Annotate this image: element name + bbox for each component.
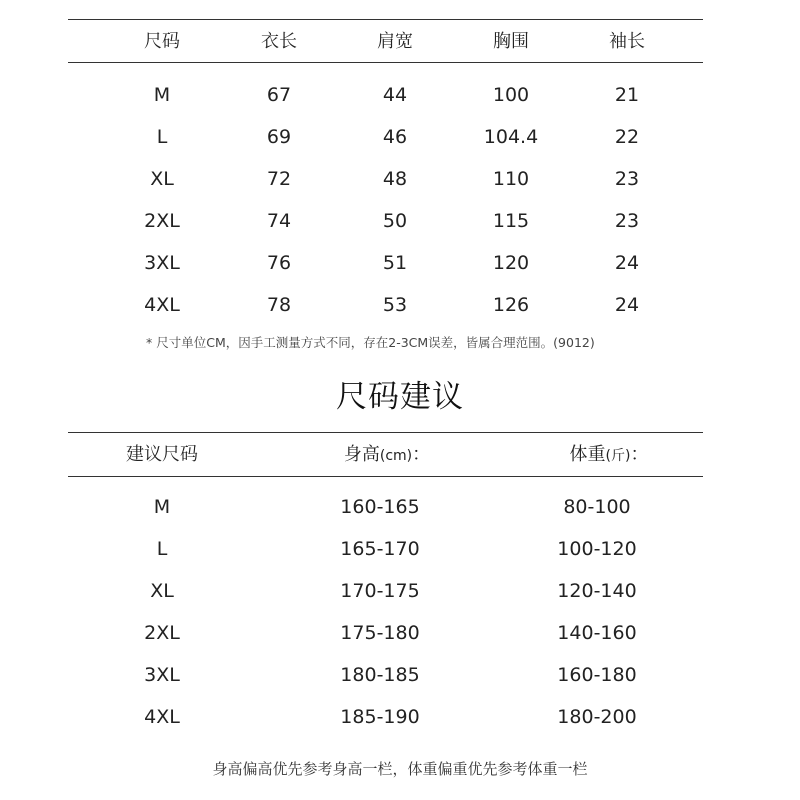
chest-cell: 126 xyxy=(492,294,530,316)
shoulder-cell: 51 xyxy=(382,252,408,274)
weight-range-cell: 80-100 xyxy=(563,496,631,518)
suggest-header-size: 建议尺码 xyxy=(126,444,198,465)
suggestion-footer-note: 身高偏高优先参考身高一栏，体重偏重优先参考体重一栏 xyxy=(212,760,588,778)
size-cell: XL xyxy=(150,168,174,190)
sleeve-cell: 22 xyxy=(614,126,640,148)
weight-unit: (斤) xyxy=(605,448,631,464)
weight-range-cell: 160-180 xyxy=(557,664,637,686)
suggest-header-weight xyxy=(570,446,649,464)
sleeve-cell: 23 xyxy=(614,210,640,232)
size-cell: 2XL xyxy=(144,210,180,232)
suggest-size-cell: 4XL xyxy=(144,706,180,728)
suggest-size-cell: 2XL xyxy=(144,622,180,644)
size-cell: 4XL xyxy=(144,294,180,316)
size-header-shoulder: 肩宽 xyxy=(377,31,413,52)
weight-range-cell: 140-160 xyxy=(557,622,637,644)
shoulder-cell: 48 xyxy=(382,168,408,190)
chest-cell: 115 xyxy=(492,210,530,232)
suggest-size-cell: XL xyxy=(150,580,174,602)
height-unit: (cm) xyxy=(379,448,413,464)
suggestion-title: 尺码建议 xyxy=(336,379,464,415)
suggest-header-height xyxy=(344,446,430,464)
weight-range-cell: 100-120 xyxy=(557,538,637,560)
height-label: 身高 xyxy=(343,444,380,465)
length-cell: 72 xyxy=(266,168,292,190)
height-range-cell: 175-180 xyxy=(340,622,420,644)
suggest-table-top-rule xyxy=(68,432,703,433)
sleeve-cell: 24 xyxy=(614,294,640,316)
size-cell: M xyxy=(153,84,171,106)
height-range-cell: 170-175 xyxy=(340,580,420,602)
size-header-sleeve: 袖长 xyxy=(609,31,645,52)
shoulder-cell: 53 xyxy=(382,294,408,316)
height-range-cell: 160-165 xyxy=(340,496,420,518)
chest-cell: 110 xyxy=(492,168,530,190)
suggest-table-header-rule xyxy=(68,476,703,477)
length-cell: 76 xyxy=(266,252,292,274)
sleeve-cell: 23 xyxy=(614,168,640,190)
weight-colon: ： xyxy=(630,444,649,465)
size-cell: 3XL xyxy=(144,252,180,274)
height-range-cell: 165-170 xyxy=(340,538,420,560)
suggest-size-cell: 3XL xyxy=(144,664,180,686)
length-cell: 69 xyxy=(266,126,292,148)
length-cell: 74 xyxy=(266,210,292,232)
measurement-note: * 尺寸单位CM，因手工测量方式不同，存在2-3CM误差，皆属合理范围。(9012) xyxy=(146,335,595,350)
size-table-header-rule xyxy=(68,62,703,63)
size-header-chest: 胸围 xyxy=(493,31,529,52)
weight-label: 体重 xyxy=(569,444,606,465)
size-header-length: 衣长 xyxy=(261,31,297,52)
sleeve-cell: 21 xyxy=(614,84,640,106)
shoulder-cell: 50 xyxy=(382,210,408,232)
suggest-size-cell: L xyxy=(156,538,168,560)
size-table-top-rule xyxy=(68,19,703,20)
height-range-cell: 180-185 xyxy=(340,664,420,686)
suggest-size-cell: M xyxy=(153,496,171,518)
length-cell: 67 xyxy=(266,84,292,106)
size-header-size: 尺码 xyxy=(144,31,180,52)
height-colon: ： xyxy=(412,444,431,465)
sleeve-cell: 24 xyxy=(614,252,640,274)
size-cell: L xyxy=(156,126,168,148)
height-range-cell: 185-190 xyxy=(340,706,420,728)
weight-range-cell: 180-200 xyxy=(557,706,637,728)
weight-range-cell: 120-140 xyxy=(557,580,637,602)
shoulder-cell: 46 xyxy=(382,126,408,148)
chest-cell: 104.4 xyxy=(483,126,539,148)
chest-cell: 120 xyxy=(492,252,530,274)
chest-cell: 100 xyxy=(492,84,530,106)
shoulder-cell: 44 xyxy=(382,84,408,106)
length-cell: 78 xyxy=(266,294,292,316)
